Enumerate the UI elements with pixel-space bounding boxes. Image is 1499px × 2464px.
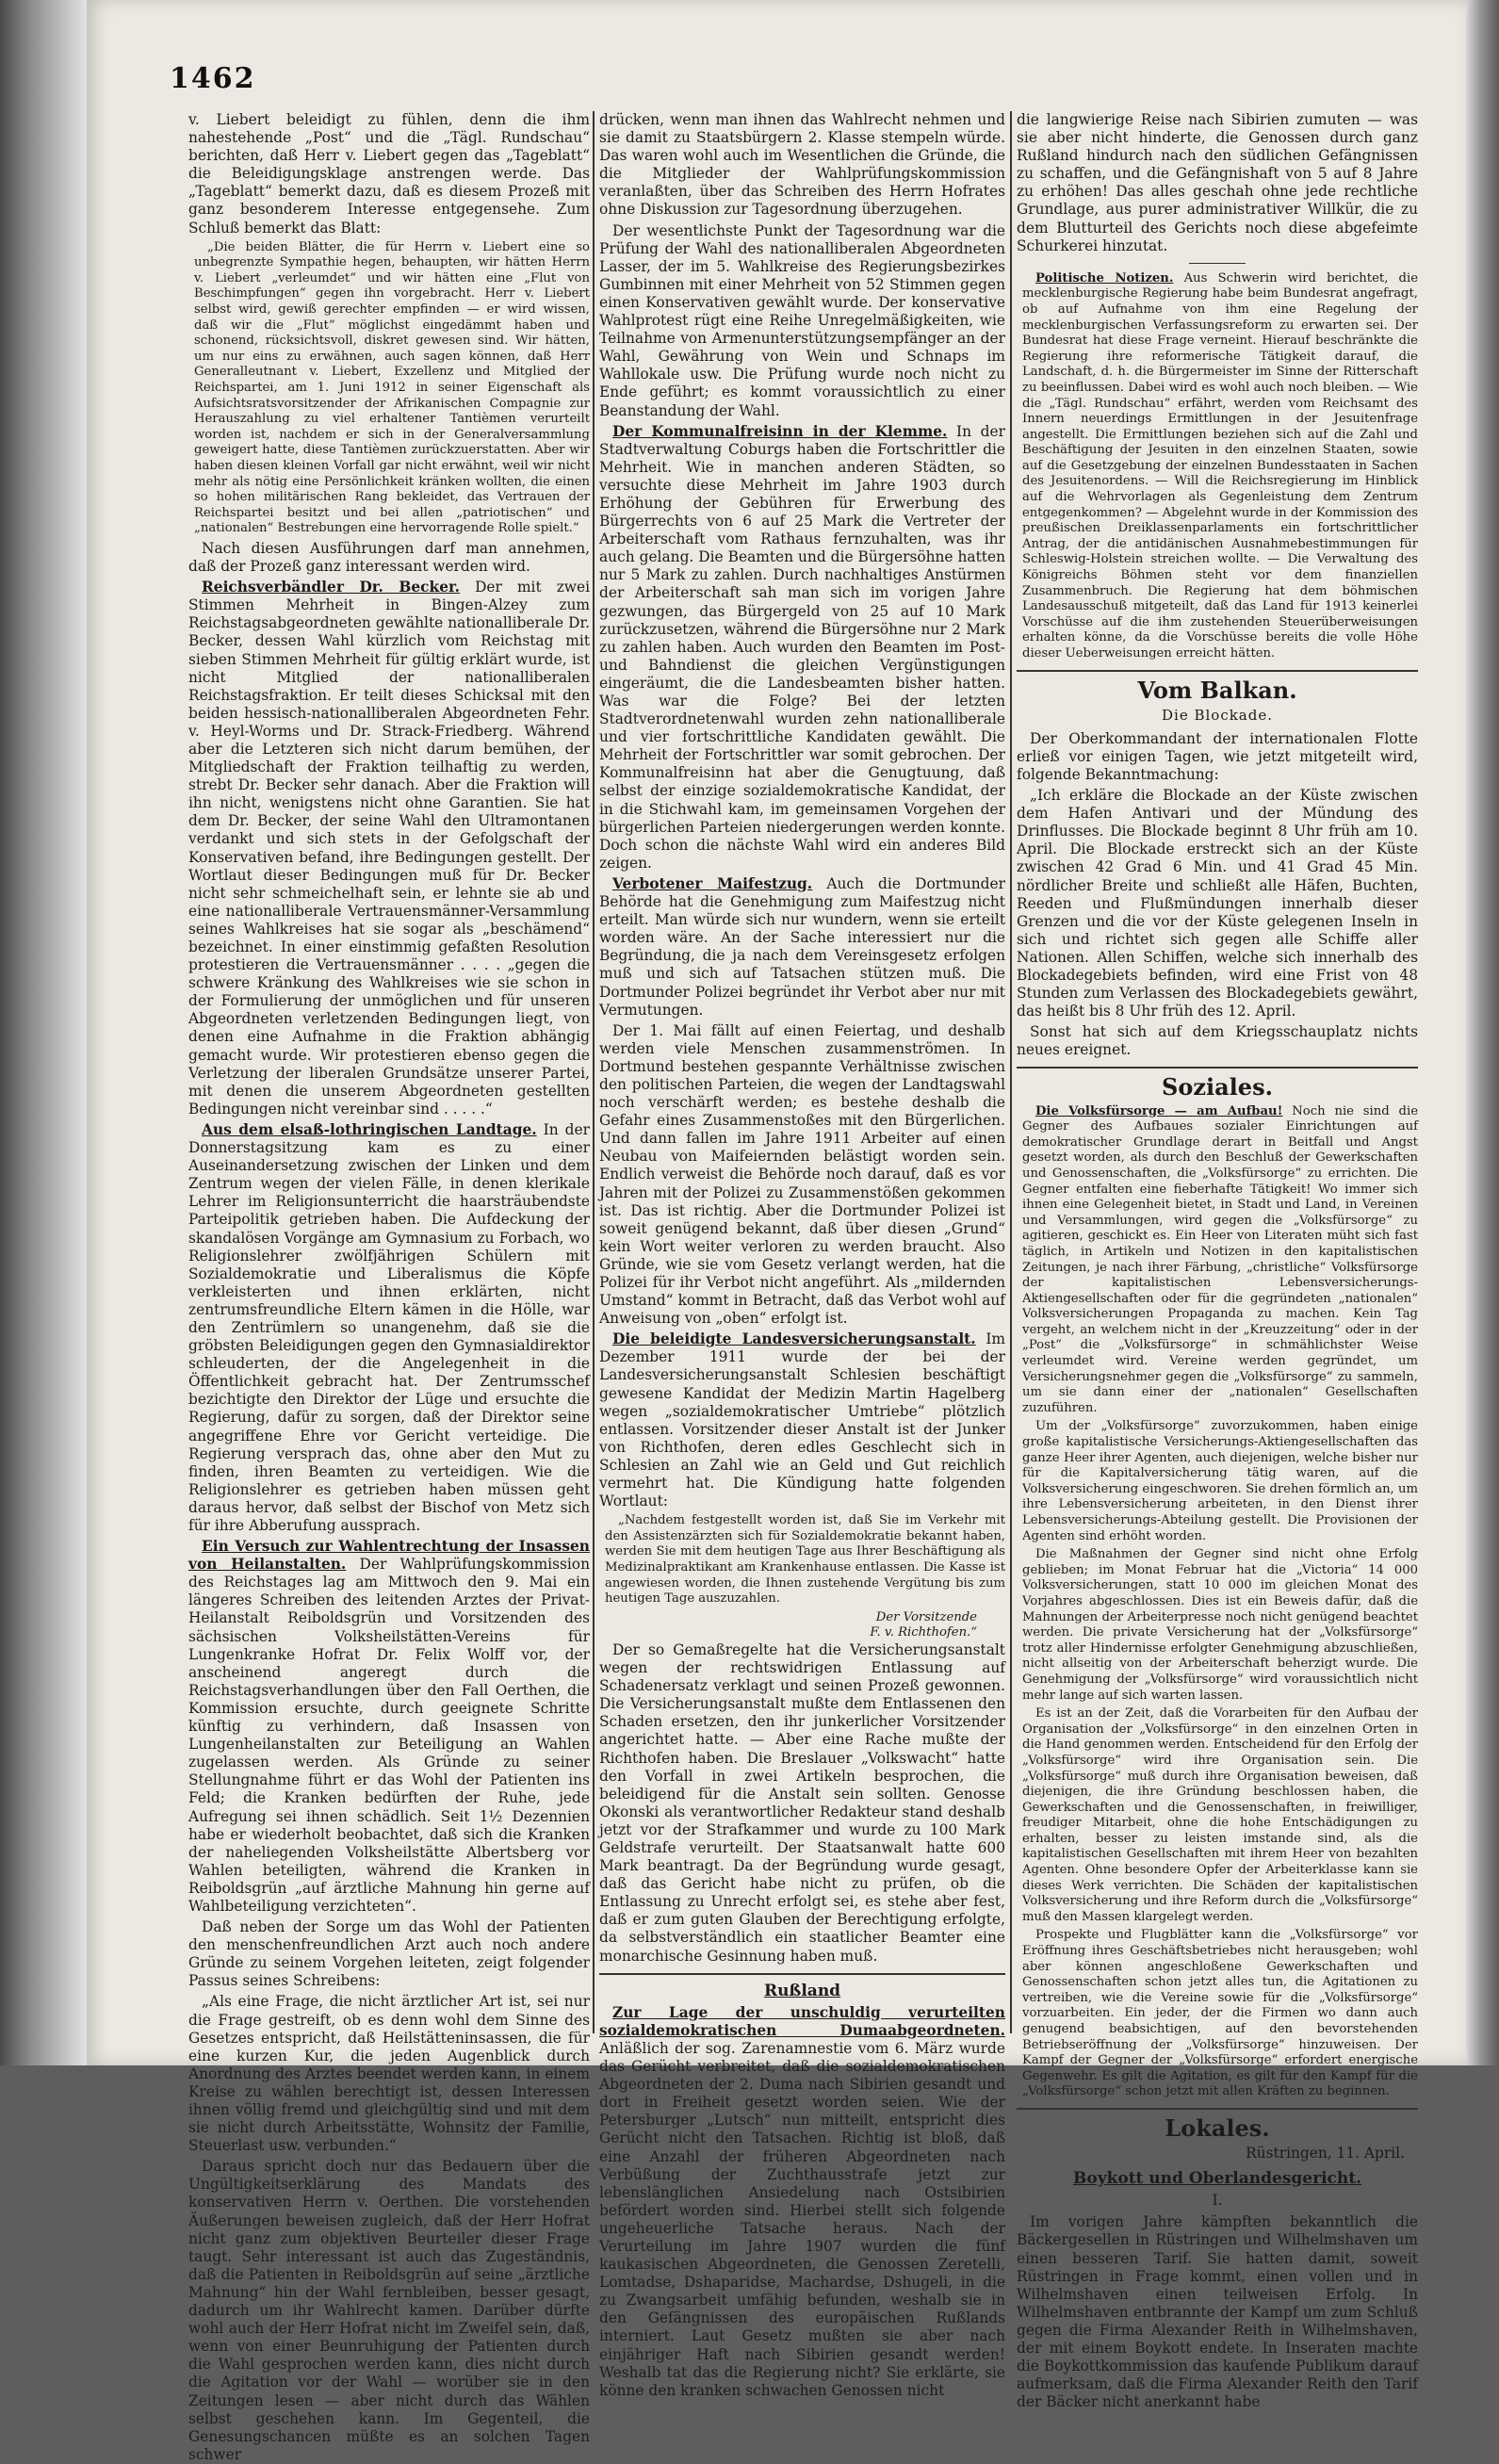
article-text: Auch die Dortmunder Behörde hat die Genehmigung zum Maifestzug nicht erteilt. Man würde sich nur wundern, wenn sie erteilt worden wäre. An der Sache interessiert nur die Begründung, die ja nach dem Vereinsgesetz erfolgen muß und sich auf Tatsachen stützen muß. Die Dortmunder Polizei begründet ihr Verbot aber nur mit Vermutungen. xyxy=(599,874,1005,1019)
article-quote: „Nachdem festgestellt worden ist, daß Sie im Verkehr mit den Assistenzärzten sich für Sozialdemokratie bekannt haben, werden Sie mit dem heutigen Tage aus Ihrer Beschäftigung als Medizinalpraktikant am Krankenhause entlassen. Die Kasse ist angewiesen worden, die Ihnen zustehende Vergütung bis zum heutigen Tage auszuzahlen. xyxy=(605,1513,1005,1607)
article-quote: „Als eine Frage, die nicht ärztlicher Art ist, sei nur die Frage gestreift, ob es denn wohl dem Sinne des Gesetzes entspricht, daß Heilstätteninsassen, die für eine kurzen Kur, die jeden Augenblick durch Anordnung des Arztes beendet werden kann, in einem Kreise zu wählen berechtigt ist, dessen Interessen ihnen völlig fremd und gleichgültig sind und mit dem sie nicht durch Arbeitsstätte, Wohnsitz der Familie, Steuerlast usw. verbunden.“ xyxy=(188,1993,590,2155)
article-paragraph: die langwierige Reise nach Sibirien zumuten — was sie aber nicht hinderte, die Genossen durch ganz Rußland hindurch nach den südlichen Gefängnissen zu schaffen, und die Gefängnishaft von 5 auf 8 Jahre zu erhöhen! Das alles geschah ohne jede rechtliche Grundlage, aus purer administrativer Willkür, die zu dem Blutturteil des Gerichts noch diese abgefeimte Schurkerei hinzutat. xyxy=(1017,111,1418,254)
section-divider xyxy=(1017,1067,1418,1069)
article-lead: Die Volksfürsorge — am Aufbau! xyxy=(1035,1103,1283,1118)
article-paragraph: drücken, wenn man ihnen das Wahlrecht nehmen und sie damit zu Staatsbürgern 2. Klasse stempeln würde. Das waren wohl auch im Wesentlichen die Gründe, die die Mitglieder der Wahlprüfungskommission veranlaßten, über das Schreiben des Herrn Hofrates ohne Diskussion zur Tagesordnung überzugehen. xyxy=(599,111,1005,219)
article-lead: Aus dem elsaß-lothringischen Landtage. xyxy=(202,1120,537,1138)
subheading-blockade: Die Blockade. xyxy=(1162,706,1273,724)
section-divider xyxy=(1017,2108,1418,2110)
section-heading-balkan: Vom Balkan. xyxy=(1137,676,1297,704)
article-paragraph xyxy=(599,1330,1005,1510)
article-paragraph xyxy=(188,579,590,1118)
article-lead: Zur Lage der unschuldig verurteilten sozialdemokratischen Dumaabgeordneten. xyxy=(599,2003,1005,2039)
article-text: Der Wahlprüfungskommission des Reichstages lag am Mittwoch den 9. Mai ein längeres Schreiben des leitenden Arztes der Privat-Heilanstalt Reiboldsgrün und Vorsitzenden des sächsischen Volksheilstätten-Vereins für Lungenkranke Hofrat Dr. Felix Wolff vor, der anscheinend angeregt durch die Reichstagsverhandlungen über den Fall Oerthen, die Kommission ersuchte, durch geeignete Schritte künftig zu verhindern, daß Insassen von Lungenheilanstalten zur Beteiligung an Wahlen zugelassen werden. Als Gründe zu seiner Stellungnahme führt er das Wohl der Patienten ins Feld; die Kranken bedürften der Ruhe, jede Aufregung sei ihnen schädlich. Seit 1½ Dezennien habe er wiederholt beobachtet, daß sich die Kranken der naheliegenden Volksheilstätte Albertsberg vor Wahlen beteiligten, während die Kranken in Reiboldsgrün „auf ärztliche Mahnung hin gerne auf Wahlbeteiligung verzichteten“. xyxy=(188,1556,590,1915)
article-text: Anläßlich der sog. Zarenamnestie vom 6. März wurde das Gerücht verbreitet, daß die sozialdemokratischen Abgeordneten der 2. Duma nach Sibirien gesandt und dort in Freiheit gesetzt worden seien. Wie der Petersburger „Lutsch“ nun mitteilt, entspricht dies Gerücht nicht den Tatsachen. Richtig ist bloß, daß eine Anzahl der früheren Abgeordneten nach Verbüßung der Zuchthausstrafe jetzt zur lebenslänglichen Ansiedelung nach Ostsibirien befördert worden sind. Hierbei stellt sich folgende ungeheuerliche Tatsache heraus. Nach der Verurteilung im Jahre 1907 wurden die fünf kaukasischen Abgeordneten, die Genossen Zeretelli, Lomtadse, Dshaparidse, Machardse, Dshugeli, in die zu Zwangsarbeit umfähig befunden, weshalb sie in den Gefängnissen des europäischen Rußlands interniert. Laut Gesetz mußten sie aber nach einjähriger Haft nach Sibirien gesandt werden! Weshalb tat das die Regierung nicht? Sie erklärte, sie könne den kranken schwachen Genossen nicht xyxy=(599,2039,1005,2399)
article-paragraph: Sonst hat sich auf dem Kriegsschauplatz nichts neues ereignet. xyxy=(1017,1023,1418,1059)
article-paragraph: Der Oberkommandant der internationalen Flotte erließ vor einigen Tagen, wie jetzt mitgeteilt wird, folgende Bekanntmachung: xyxy=(1017,729,1418,783)
article-paragraph: Die Maßnahmen der Gegner sind nicht ohne Erfolg geblieben; im Monat Februar hat die „Victoria“ 14 000 Volksversicherungen, statt 10 000 im gleichen Monat des Vorjahres abgeschlossen. Dies ist ein Beweis dafür, daß die Mahnungen der Arbeiterpresse noch nicht genügend beachtet werden. Die private Versicherung hat der „Volksfürsorge“ trotz aller Hindernisse erfolgter Genehmigung abzuschließen, nicht allseitig von der Arbeiterschaft beherzigt wurde. Die Genehmigung der „Volksfürsorge“ wird voraussichtlich nicht mehr lange auf sich warten lassen. xyxy=(1022,1547,1418,1703)
article-lead: Die beleidigte Landesversicherungsanstalt. xyxy=(612,1330,976,1348)
scanner-background-right xyxy=(1466,0,1499,2065)
short-divider xyxy=(1189,263,1246,264)
page-number: 1462 xyxy=(170,62,256,95)
article-paragraph xyxy=(599,875,1005,1020)
article-paragraph xyxy=(599,423,1005,873)
article-paragraph: Daß neben der Sorge um das Wohl der Patienten den menschenfreundlichen Arzt auch noch andere Gründe zu seinem Vorgehen leiteten, zeigt folgender Passus seines Schreibens: xyxy=(188,1918,590,1990)
article-lead: Reichsverbändler Dr. Becker. xyxy=(202,579,461,596)
scanner-background-left xyxy=(0,0,87,2065)
article-lead: Der Kommunalfreisinn in der Klemme. xyxy=(612,422,948,440)
article-paragraph: Der so Gemaßregelte hat die Versicherungsanstalt wegen der rechtswidrigen Entlassung auf Schadenersatz verklagt und seinen Prozeß gewonnen. Die Versicherungsanstalt mußte dem Entlassenen den Schaden ersetzen, den ihr junkerlicher Vorsitzender angerichtet hatte. — Aber eine Rache mußte der Richthofen haben. Die Breslauer „Volkswacht“ hatte den Vorfall in zwei Artikeln besprochen, die beleidigend für die Anstalt sein sollten. Genosse Okonski als verantwortlicher Redakteur stand deshalb jetzt vor der Strafkammer und wurde zu 100 Mark Geldstrafe verurteilt. Der Staatsanwalt hatte 600 Mark beantragt. Da der Begründung wurde gesagt, daß das Gericht habe nicht zu prüfen, ob die Entlassung zu Unrecht erfolgt sei, es stehe aber fest, daß er zum guten Glauben der Berechtigung erfolgte, da selbstverständlich ein staatlicher Beamter eine monarchische Gesinnung haben muß. xyxy=(599,1640,1005,1965)
article-paragraph: Im vorigen Jahre kämpften bekanntlich die Bäckergesellen in Rüstringen und Wilhelmshaven um einen besseren Tarif. Sie hatten damit, soweit Rüstringen in Frage kommt, einen vollen und in Wilhelmshaven einen teilweisen Erfolg. In Wilhelmshaven entbrannte der Kampf um zum Schluß gegen die Firma Alexander Reith in Wilhelmshaven, der mit einem Boykott endete. In Inseraten machte die Boykottkommission das kaufende Publikum darauf aufmerksam, daß die Firma Alexander Reith den Tarif der Bäcker nicht anerkannt habe xyxy=(1017,2213,1418,2411)
article-paragraph: v. Liebert beleidigt zu fühlen, denn die ihm nahestehende „Post“ und die „Tägl. Rundschau“ berichten, daß Herr v. Liebert gegen das „Tageblatt“ die Beleidigungsklage anstrengen werde. Das „Tageblatt“ bemerkt dazu, daß es diesem Prozeß mit ganz besonderem Interesse entgegensehe. Zum Schluß bemerkt das Blatt: xyxy=(188,111,590,237)
section-divider xyxy=(1017,670,1418,672)
section-divider xyxy=(599,1973,1005,1975)
article-paragraph: Der 1. Mai fällt auf einen Feiertag, und deshalb werden viele Menschen zusammenströmen. In Dortmund bestehen gespannte Verhältnisse zwischen den politischen Parteien, die wegen der Landtagswahl noch verschärft werden; es bestehe deshalb die Gefahr eines Zusammenstoßes mit den Bürgerlichen. Und dann fallen im Jahre 1911 Arbeiter auf einen Neubau von Maifeiernden belästigt worden sein. Endlich verweist die Behörde noch darauf, daß es vor Jahren mit der Polizei zu Zusammenstößen gekommen ist. Das ist richtig. Aber die Dortmunder Polizei ist soweit genügend bekannt, daß über diesen „Grund“ kein Wort weiter verloren zu werden braucht. Also Gründe, wie sie vom Gesetz verlangt werden, hat die Polizei für ihr Verbot nicht angeführt. Als „mildernden Umstand“ kommt in Betracht, daß das Verbot wohl auf Anweisung von „oben“ erfolgt ist. xyxy=(599,1021,1005,1328)
part-numeral: I. xyxy=(1212,2192,1223,2210)
article-paragraph xyxy=(188,1121,590,1535)
section-heading-soziales: Soziales. xyxy=(1162,1073,1273,1101)
article-paragraph: Nach diesen Ausführungen darf man annehmen, daß der Prozeß ganz interessant werden wird. xyxy=(188,539,590,576)
signature-name: F. v. Richthofen.“ xyxy=(870,1625,977,1640)
article-paragraph xyxy=(188,1538,590,1916)
newspaper-page xyxy=(87,0,1466,2463)
article-text: In der Donnerstagsitzung kam es zu einer Auseinandersetzung zwischen der Linken und dem Zentrum wegen der vielen Fälle, in denen klerikale Lehrer im Religionsunterricht die haarsträubendste Parteipolitik getrieben haben. Die Aufdeckung der skandalösen Vorgänge am Gymnasium zu Forbach, wo Religionslehrer zwölfjährigen Schülern mit Sozialdemokratie und Liberalismus die Köpfe verkleisterten und ihnen erklärten, nicht zentrumsfreundliche Eltern kämen in die Hölle, war den Zentrümlern so unangenehm, daß sie die gröbsten Beleidigungen gegen den Gymnasialdirektor schleuderten, der die Angelegenheit in die Öffentlichkeit gebracht hat. Der Zentrumsschef bezichtigte den Direktor der Lüge und ersuchte die Regierung, dafür zu sorgen, daß der Direktor seine angegriffene Ehre vor Gericht verteidige. Die Regierung versprach das, ohne aber den Mut zu finden, ihren Beamten zu verteidigen. Wie die Religionslehrer es getrieben haben müssen geht daraus hervor, daß selbst der Bischof von Metz sich für ihre Abberufung aussprach. xyxy=(188,1120,590,1534)
article-paragraph xyxy=(1022,271,1418,662)
article-paragraph: Prospekte und Flugblätter kann die „Volksfürsorge“ vor Eröffnung ihres Geschäftsbetriebes nicht herausgeben; wohl aber können angeschloßene Gewerkschaften und Genossenschaften schon jetzt alles tun, die Agitationen zu vertreiben, wie die Vereine sowie für die „Volksfürsorge“ vorzuarbeiten. Ein jeder, der die Firmen wo dann auch genugend beabsichtigen, auf den bevorstehenden Betriebseröffnung der „Volksfürsorge“ hinzuweisen. Der Kampf der Gegner der „Volksfürsorge“ erfordert energische Gegenwehr. Es gilt die Agitation, es gilt für den Kampf für die „Volksfürsorge“ schon jetzt mit allen Kräften zu beginnen. xyxy=(1022,1928,1418,2099)
article-paragraph xyxy=(599,2004,1005,2400)
article-text: Im Dezember 1911 wurde der bei der Landesversicherungsanstalt Schlesien beschäftigt gewesene Kandidat der Medizin Martin Hagelberg wegen „sozialdemokratischer Umtriebe“ plötzlich entlassen. Vorsitzender dieser Anstalt ist der Junker von Richthofen, deren edles Geschlecht sich in Schlesien an Zahl wie an Geld und Gut reichlich vermehrt hat. Die Kündigung hatte folgenden Wortlaut: xyxy=(599,1330,1005,1510)
article-paragraph: Es ist an der Zeit, daß die Vorarbeiten für den Aufbau der Organisation der „Volksfürsorge“ in den einzelnen Orten in die Hand genommen werden. Entscheidend für den Erfolg der „Volksfürsorge“ wird ihre Organisation sein. Die „Volksfürsorge“ muß durch ihre Organisation beweisen, daß diejenigen, die ihre Gründung beschlossen haben, die Gewerkschaften und die Genossenschaften, in freiwilliger, freudiger Mitarbeit, ohne die hohe Entschädigungen zu erhalten, besser zu leisten imstande sind, als die kapitalistischen Gesellschaften mit ihrem Heer von bezahlten Agenten. Ohne besondere Opfer der Arbeiterklasse kann sie dieses Werk verrichten. Die Schäden der kapitalistischen Volksversicherung und ihre Reform durch die „Volksfürsorge“ muß den Massen klargelegt werden. xyxy=(1022,1706,1418,1924)
article-text: Noch nie sind die Gegner des Aufbaues sozialer Einrichtungen auf demokratischer Grundlage derart in Beitfall und Angst gesetzt worden, als durch den Beschluß der Gewerkschaften und Genossenschaften, die „Volksfürsorge“ zu errichten. Die Gegner entfalten eine fieberhafte Tätigkeit! Wo immer sich ihnen eine Gelegenheit bietet, in Stadt und Land, in Vereinen und Versammlungen, wird gegen die „Volksfürsorge“ zu agitieren, geschickt es. Ein Heer von Literaten müht sich fast täglich, in Artikeln und Notizen in den kapitalistischen Zeitungen, je nach ihrer Färbung, „christliche“ Volksfürsorge der kapitalistischen Lebensversicherungs-Aktiengesellschaften oder für die gegründeten „nationalen“ Volksversicherungen Propaganda zu machen. Kein Tag vergeht, an welchem nicht in der „Kreuzzeitung“ oder in der „Post“ die „Volksfürsorge“ in schmählichster Weise verleumdet wird. Vereine werden gegründet, um Versicherungsnehmer gegen die „Volksfürsorge“ zu sammeln, um sie dann einer der „nationalen“ Gesellschaften zuzuführen. xyxy=(1022,1103,1418,1415)
section-heading-russland: Rußland xyxy=(763,1981,841,2000)
article-paragraph: Der wesentlichste Punkt der Tagesordnung war die Prüfung der Wahl des nationalliberalen Abgeordneten Lasser, der im 5. Wahlkreise des Regierungsbezirkes Gumbinnen mit einer Mehrheit von 52 Stimmen gegen einen Konservativen gewählt wurde. Der konservative Wahlprotest rügt eine Reihe Unregelmäßigkeiten, wie Teilnahme von Armenunterstützungsempfänger an der Wahl, Gewährung von Wein und Schnaps im Wahllokale usw. Die Prüfung wurde noch nicht zu Ende geführt; es kommt voraussichtlich zu einer Beanstandung der Wahl. xyxy=(599,221,1005,419)
column-rule xyxy=(1010,111,1012,2033)
article-paragraph: Daraus spricht doch nur das Bedauern über die Ungültigkeitserklärung des Mandats des konservativen Herrn v. Oerthen. Die vorstehenden Äußerungen beweisen zugleich, daß der Herr Hofrat nicht ganz zum objektiven Beurteiler dieser Frage taugt. Sehr interessant ist auch das Zugeständnis, daß die Patienten in Reiboldsgrün auf seine „ärztliche Mahnung“ hin der Wahl fernbleiben, besser gesagt, dadurch um ihr Wahlrecht kamen. Darüber dürfte wohl auch der Herr Hofrat nicht im Zweifel sein, daß, wenn von einer Beunruhigung der Patienten durch die Wahl gesprochen werden kann, dies nicht durch die Agitation vor der Wahl — worüber sie in den Zeitungen lesen — aber nicht durch das Wählen selbst geschehen kann. Im Gegenteil, die Genesungschancen müßte es an solchen Tagen schwer xyxy=(188,2158,590,2463)
section-heading-lokales: Lokales. xyxy=(1165,2113,1270,2142)
column-left xyxy=(188,111,591,2463)
article-quote: „Ich erkläre die Blockade an der Küste zwischen dem Hafen Antivari und der Mündung des Drinflusses. Die Blockade beginnt 8 Uhr früh am 10. April. Die Blockade erstreckt sich an der Küste zwischen 42 Grad 6 Min. und 41 Grad 45 Min. nördlicher Breite und schließt alle Häfen, Buchten, Reeden und Flußmündungen innerhalb dieser Grenzen und die vor der Küste gelegenen Inseln in sich und richtet sich gegen alle Schiffe aller Nationen. Allen Schiffen, welche sich innerhalb des Blockadegebiets befinden, wird eine Frist von 48 Stunden zum Verlassen des Blockadegebiets gewährt, das heißt bis 8 Uhr früh des 12. April. xyxy=(1017,787,1418,1020)
article-lead: Politische Notizen. xyxy=(1035,270,1174,286)
article-text: Aus Schwerin wird berichtet, die mecklenburgische Regierung habe beim Bundesrat angefragt, ob auf Aufnahme von ihm eine Regelung der mecklenburgischen Verfassungsreform zu erwarten sei. Der Bundesrat hat diese Frage verneint. Hierauf beschränkte die Regierung ihre reformerische Tätigkeit darauf, die Landschaft, d. h. die Bürgermeister im Sinne der Ritterschaft zu beeinflussen. Dabei wird es wohl auch noch bleiben. — Wie die „Tägl. Rundschau“ erfährt, werden vom Reichsamt des Innern neuerdings Ermittlungen in der Jesuitenfrage angestellt. Die Ermittlungen beziehen sich auf die Zahl und Beschäftigung der Jesuiten in den einzelnen Staaten, sowie auf die Gesetzgebung der einzelnen Bundesstaaten in Sachen des Jesuitenordens. — Will die Reichsregierung im Hinblick auf die Wehrvorlagen als Gegenleistung dem Zentrum entgegenkommen? — Abgelehnt wurde in der Kommission des preußischen Dreiklassenparlaments ein fortschrittlicher Antrag, der die antidänischen Ausnahmebestimmungen für Schleswig-Holstein streichen wollte. — Die Verwaltung des Königreichs Böhmen steht vor dem finanziellen Zusammenbruch. Die Regierung hat dem böhmischen Landesausschuß mitgeteilt, daß das Land für 1913 keinerlei Vorschüsse auf die ihm zustehenden Steuerüberweisungen erhalten könne, da die Vorschüsse bereits die volle Höhe dieser Ueberweisungen erreicht hätten. xyxy=(1022,270,1418,661)
article-lead: Ein Versuch zur Wahlentrechtung der Insassen von Heilanstalten. xyxy=(188,1538,590,1574)
column-rule xyxy=(593,111,595,2033)
article-paragraph: Um der „Volksfürsorge“ zuvorzukommen, haben einige große kapitalistische Versicherungs-Aktiengesellschaften das ganze Heer ihrer Agenten, auch diejenigen, welche bisher nur für die Kapitalversicherung tätig waren, auf die Volksversicherung eingeschworen. Sie drehen förmlich an, um ihre Lebensversicherung arbeiteten, in den Dienst ihrer Lebensversicherungs-Abteilung gestellt. Die Provisionen der Agenten sind erhöht worden. xyxy=(1022,1419,1418,1543)
article-quote: „Die beiden Blätter, die für Herrn v. Liebert eine so unbegrenzte Sympathie hegen, behaupten, wir hätten Herrn v. Liebert „verleumdet“ und wir hätten eine „Flut von Beschimpfungen“ gegen ihn vorgebracht. Herr v. Liebert selbst wird, gewiß gerechter empfinden — er wird wissen, daß wir die „Flut“ möglichst eingedämmt haben und schonend, rücksichtsvoll, diskret gewesen sind. Wir hätten, um nur eins zu erwähnen, auch sagen können, daß Herr Generalleutnant v. Liebert, Exzellenz und Mitglied der Reichspartei, am 1. Juni 1912 in seiner Eigenschaft als Aufsichtsratsvorsitzender der Afrikanischen Compagnie zur Herauszahlung zu viel erhaltener Tantièmen verurteilt worden ist, nachdem er sich in der Generalversammlung geweigert hatte, diese Tantièmen zurückzuerstatten. Aber wir haben diesen kleinen Vorfall gar nicht erwähnt, weil wir nicht mehr als nötig eine Persönlichkeit kränken wollten, die einen so hohen militärischen Rang bekleidet, das Vertrauen der Reichspartei besitzt und bei allen „patriotischen“ und „nationalen“ Bestrebungen eine hervorragende Rolle spielt.“ xyxy=(194,239,590,536)
column-middle xyxy=(599,111,1005,2399)
article-paragraph xyxy=(1022,1104,1418,1417)
dateline: Rüstringen, 11. April. xyxy=(1246,2145,1405,2162)
article-lead: Verbotener Maifestzug. xyxy=(612,874,813,892)
subheading-boykott: Boykott und Oberlandesgericht. xyxy=(1072,2169,1362,2189)
column-right xyxy=(1017,111,1418,2411)
article-text: Der mit zwei Stimmen Mehrheit in Bingen-Alzey zum Reichstagsabgeordneten gewählte nationalliberale Dr. Becker, dessen Wahl kürzlich vom Reichstag mit sieben Stimmen Mehrheit für gültig erklärt wurde, ist nicht Mitglied der nationalliberalen Reichstagsfraktion. Er teilt dieses Schicksal mit den beiden hessisch-nationalliberalen Abgeordneten Fehr. v. Heyl-Worms und Dr. Strack-Friedberg. Während aber die Letzteren sich nicht darum bemühen, der Mitgliedschaft der Fraktion teilhaftig zu werden, strebt Dr. Becker sehr danach. Aber die Fraktion will ihn nicht, wenigstens nicht ohne Garantien. Sie hat dem Dr. Becker, der seine Wahl den Ultramontanen verdankt und sich stets in der Gefolgschaft der Konservativen befand, ihre Bedingungen gestellt. Der Wortlaut dieser Bedingungen muß für Dr. Becker nicht sehr schmeichelhaft sein, er lehnte sie ab und eine nationalliberale Vertrauensmänner-Versammlung seines Wahlkreises hat sie sogar als „beschämend“ bezeichnet. In einer einstimmig gefaßten Resolution protestieren die Vertrauensmänner . . . . „gegen die schwere Kränkung des Wahlkreises wie sie schon in der Formulierung der unmöglichen und für unseren Abgeordneten verletzenden Bedingungen liegt, von denen eine Aufnahme in die Fraktion abhängig gemacht wurde. Wir protestieren ebenso gegen die Verletzung der liberalen Grundsätze unserer Partei, mit denen die unserem Abgeordneten gestellten Bedingungen nicht vereinbar sind . . . . .“ xyxy=(188,579,591,1118)
article-text: In der Stadtverwaltung Coburgs haben die Fortschrittler die Mehrheit. Wie in manchen anderen Städten, so versuchte diese Mehrheit im Jahre 1903 durch Erhöhung der Gebühren für Erwerbung des Bürgerrechts von 6 auf 25 Mark die Vertreter der Arbeiterschaft vom Rathaus fernzuhalten, was ihr auch gelang. Die Beamten und die Bürgersöhne hatten nur 5 Mark zu zahlen. Durch nachhaltiges Anstürmen der Arbeiterschaft sah man sich im vorigen Jahre gezwungen, das Bürgergeld von 25 auf 10 Mark zurückzusetzen, während die Bürgersöhne nur 2 Mark zu zahlen haben. Auch wurden den Beamten im Post- und Bahndienst die gleichen Vergünstigungen eingeräumt, die die Landesbeamten bisher hatten. Was war die Folge? Bei der letzten Stadtverordnetenwahl wurden zehn nationalliberale und vier fortschrittliche Kandidaten gewählt. Die Mehrheit der Fortschrittler war somit gebrochen. Der Kommunalfreisinn hat aber die Genugtuung, daß selbst der einzige sozialdemokratische Kandidat, der in die Stichwahl kam, im gemeinsamen Vorgehen der bürgerlichen Parteien niedergerungen werden konnte. Doch schon die nächste Wahl wird ein anderes Bild zeigen. xyxy=(599,422,1005,872)
signature-line: Der Vorsitzende xyxy=(875,1609,977,1624)
